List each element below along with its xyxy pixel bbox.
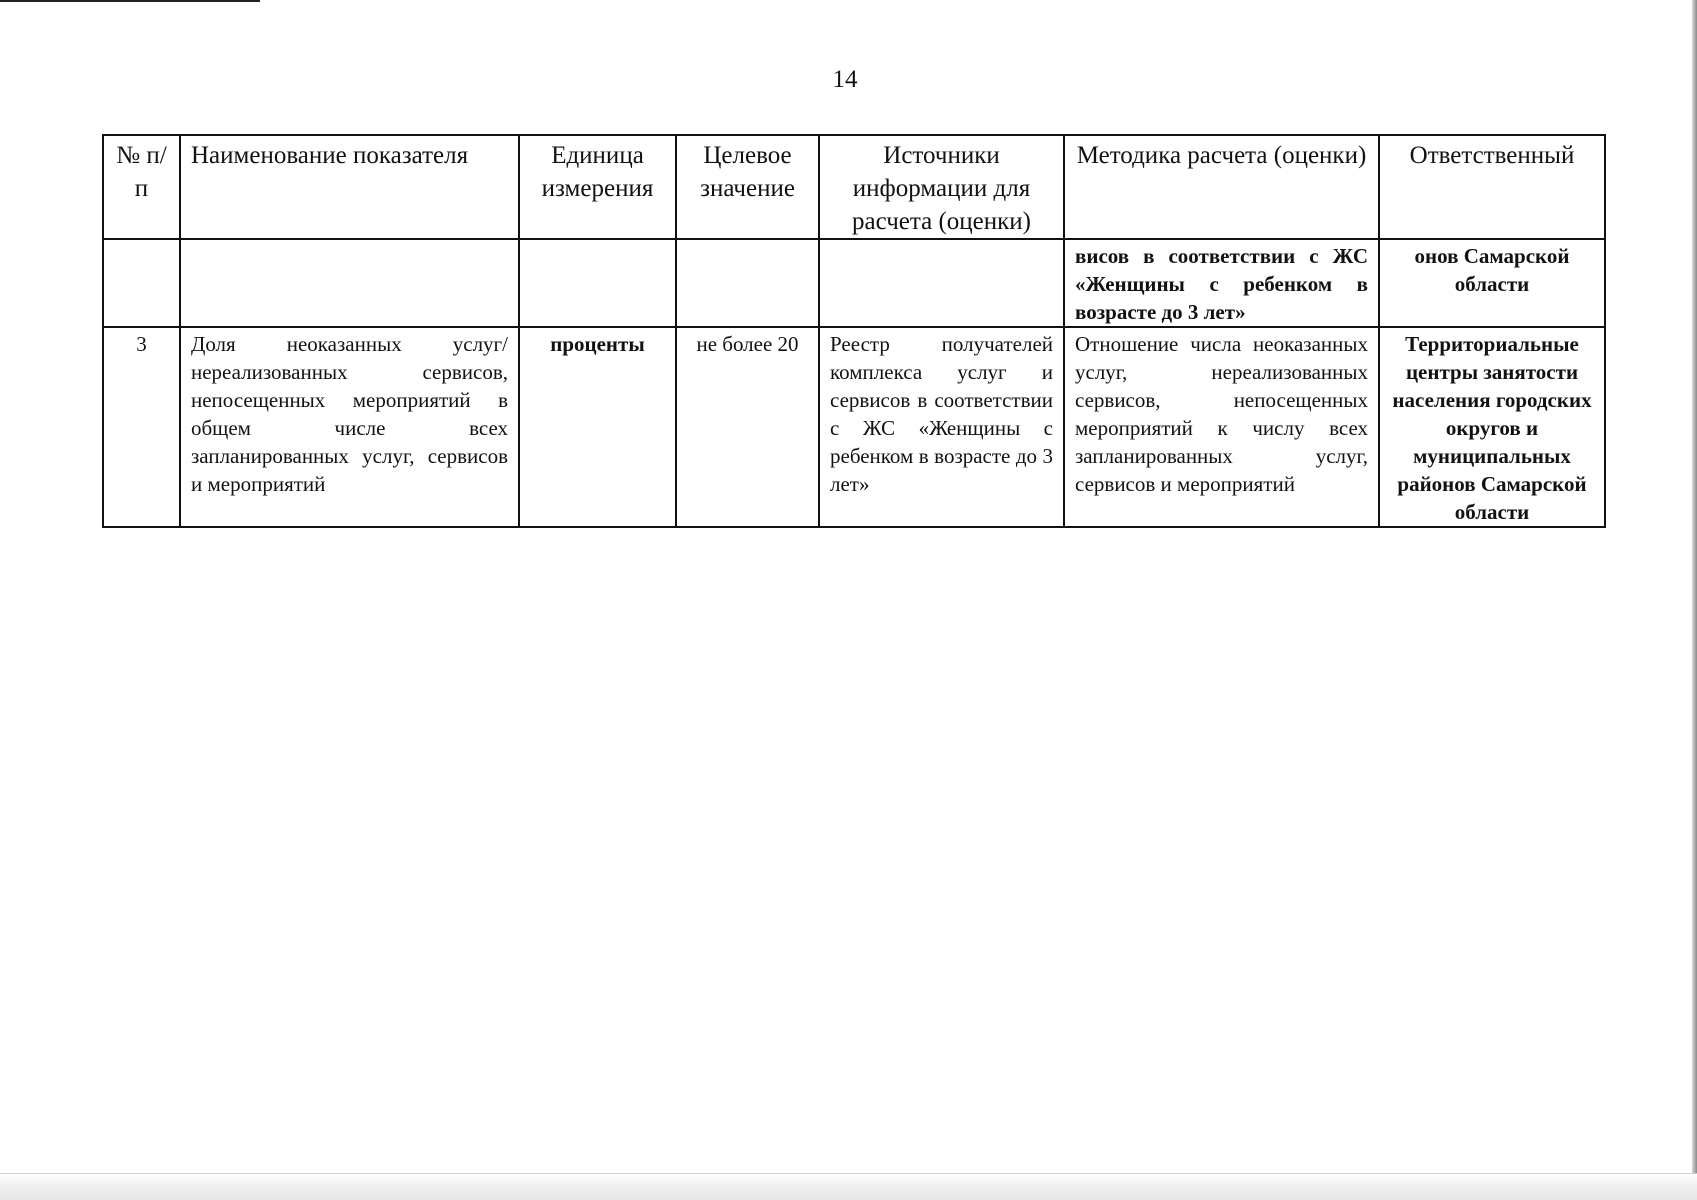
cell-num: 3 xyxy=(103,327,180,527)
cell-name: Доля неоказанных услуг/ нереализованных сервисов, непосещенных мероприятий в общем числе всех запланированных услуг, сервисов и мероприятий xyxy=(180,327,519,527)
cell-sources: Реестр получателей комплекса услуг и сервисов в соответствии с ЖС «Женщины с ребенком в возрасте до 3 лет» xyxy=(819,327,1064,527)
cell-target xyxy=(676,239,819,327)
cell-responsible: онов Самарской области xyxy=(1379,239,1605,327)
header-unit: Единица измерения xyxy=(519,135,676,239)
table-row xyxy=(103,327,1605,527)
cell-method: Отношение числа неоказанных услуг, нереализованных сервисов, непосещенных мероприятий к числу всех запланированных услуг, сервисов и мероприятий xyxy=(1064,327,1379,527)
table-row-continuation xyxy=(103,239,1605,327)
cell-responsible: Территориальные центры занятости населения городских округов и муниципальных районов Самарской области xyxy=(1379,327,1605,527)
indicators-table xyxy=(102,134,1606,528)
cell-num xyxy=(103,239,180,327)
page-number: 14 xyxy=(832,66,858,93)
cell-name xyxy=(180,239,519,327)
cell-method: висов в соответствии с ЖС «Женщины с ребенком в возрасте до 3 лет» xyxy=(1064,239,1379,327)
cell-sources xyxy=(819,239,1064,327)
scan-edge-right xyxy=(1692,0,1697,1200)
cell-unit xyxy=(519,239,676,327)
scan-edge-top xyxy=(0,0,260,2)
cell-unit: проценты xyxy=(519,327,676,527)
scan-edge-bottom xyxy=(0,1173,1697,1200)
table-header-row xyxy=(103,135,1605,239)
header-target: Целевое значение xyxy=(676,135,819,239)
header-method: Методика расчета (оценки) xyxy=(1064,135,1379,239)
header-sources: Источники информации для расчета (оценки) xyxy=(819,135,1064,239)
header-responsible: Ответственный xyxy=(1379,135,1605,239)
header-name: Наименование показателя xyxy=(180,135,519,239)
header-num: № п/п xyxy=(103,135,180,239)
cell-target: не более 20 xyxy=(676,327,819,527)
